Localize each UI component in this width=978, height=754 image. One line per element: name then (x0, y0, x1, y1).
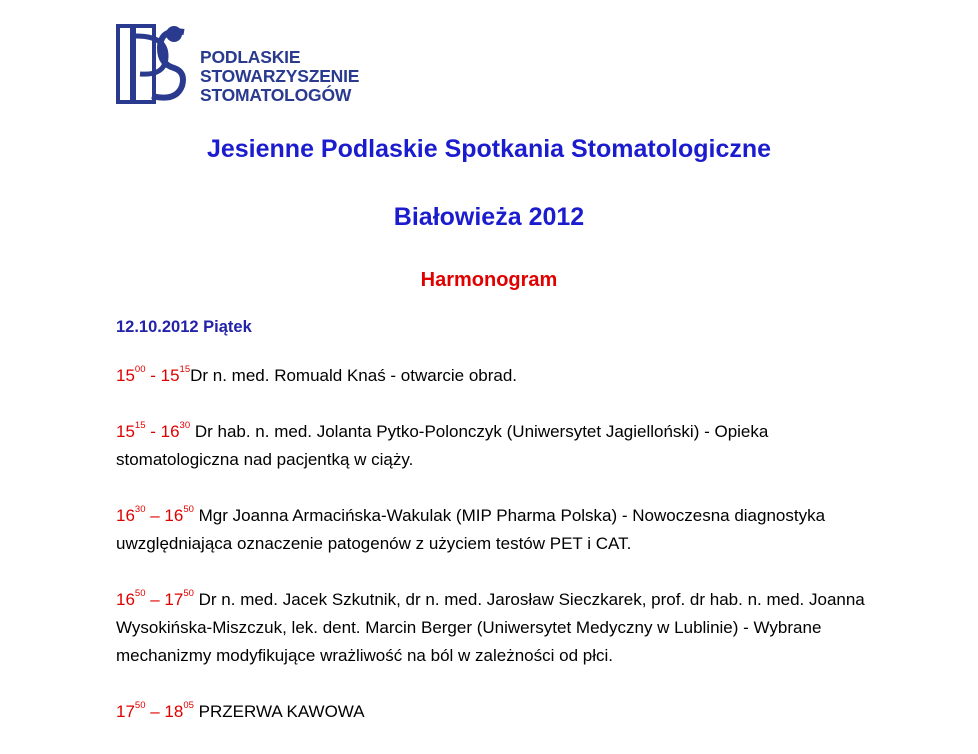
session-text: Dr hab. n. med. Jolanta Pytko-Polonczyk (Uniwersytet Jagielloński) - Opieka stomatologiczna nad pacjentką w ciąży. (116, 422, 769, 469)
society-logo (116, 22, 386, 106)
session-text: Dr n. med. Jacek Szkutnik, dr n. med. Jarosław Sieczkarek, prof. dr hab. n. med. Joanna Wysokińska-Miszczuk, lek. dent. Marcin Berger (Uniwersytet Medyczny w Lublinie) - Wybrane mechanizmy modyfikujące wrażliwość na ból w zależności od płci. (116, 590, 865, 665)
session-item (116, 698, 876, 726)
session-text: Mgr Joanna Armacińska-Wakulak (MIP Pharma Polska) - Nowoczesna diagnostyka uwzględniająca oznaczenie patogenów z użyciem testów PET i CAT. (116, 506, 826, 553)
session-time: $17^{50} - 18^{05}$ (116, 700, 194, 721)
session-time: $15^{15} - 16^{30}$ (116, 420, 191, 441)
event-place: Białowieża 2012 (393, 203, 585, 231)
session-text: PRZERWA KAWOWA (193, 702, 365, 721)
session-item (116, 586, 876, 670)
schedule-heading: Harmonogram (420, 269, 558, 291)
pss-logo-mark-icon (116, 22, 188, 106)
session-list (116, 362, 876, 754)
logo-line-2: STOWARZYSZENIE (200, 66, 360, 86)
logo-text (200, 48, 359, 105)
session-item (116, 362, 876, 390)
logo-line-1: PODLASKIE (200, 47, 301, 67)
day-label: 12.10.2012 Piątek (116, 318, 252, 336)
session-time: $16^{50} - 17^{50}$ (116, 588, 194, 609)
session-item (116, 502, 876, 558)
session-time: $15^{00} - 15^{15}$ (116, 364, 191, 385)
session-text: Dr n. med. Romuald Knaś - otwarcie obrad. (190, 366, 518, 385)
event-title: Jesienne Podlaskie Spotkania Stomatologiczne (206, 135, 772, 163)
session-item (116, 418, 876, 474)
session-time: $16^{30} - 16^{50}$ (116, 504, 194, 525)
logo-line-3: STOMATOLOGÓW (200, 85, 352, 105)
